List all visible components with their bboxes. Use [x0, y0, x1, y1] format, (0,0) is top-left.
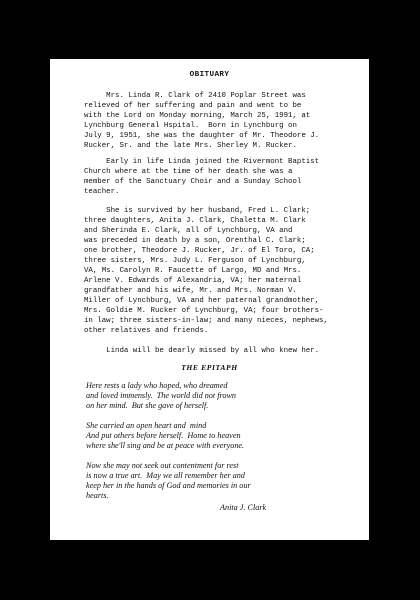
obituary-page: [50, 59, 369, 540]
text-line: and Sherinda E. Clark, all of Lynchburg, VA and: [84, 227, 293, 235]
poem-line: where she'll sing and be at peace with everyone.: [86, 441, 245, 450]
text-line: Early in life Linda joined the Rivermont Baptist: [84, 158, 320, 166]
text-line: with the Lord on Monday morning, March 25, 1991, at: [84, 112, 311, 120]
text-line: in law; three sisters-in-law; and many nieces, nephews,: [84, 317, 328, 325]
epitaph-signature: Anita J. Clark: [220, 503, 267, 512]
poem-line: is now a true art. May we all remember her and: [86, 471, 245, 480]
obituary-title: OBITUARY: [189, 71, 230, 79]
text-line: Lynchburg General Hspital. Born in Lynchburg on: [84, 122, 297, 130]
poem-line: and loved immensly. The world did not frown: [86, 391, 237, 400]
paragraph-survivors: [84, 206, 346, 336]
text-line: Mrs. Linda R. Clark of 2410 Poplar Street was: [84, 92, 306, 100]
epitaph-heading: THE EPITAPH: [181, 363, 238, 372]
poem-line: hearts.: [86, 491, 109, 500]
paragraph-closing: [84, 346, 346, 356]
text-line: three daughters, Anita J. Clark, Chaletta M. Clark: [84, 217, 306, 225]
poem-line: Now she may not seek out contentment for rest: [86, 461, 239, 470]
text-line: relieved of her suffering and pain and went to be: [84, 102, 302, 110]
poem-line: on her mind. But she gave of herself.: [86, 401, 209, 410]
poem-line: keep her in the hands of God and memories in our: [86, 481, 251, 490]
text-line: Linda will be dearly missed by all who knew her.: [84, 347, 320, 355]
text-line: Miller of Lynchburg, VA and her paternal grandmother,: [84, 297, 320, 305]
text-line: VA, Ms. Carolyn R. Faucette of Largo, MD and Mrs.: [84, 267, 302, 275]
text-line: one brother, Theodore J. Rucker, Jr. of El Toro, CA;: [84, 247, 315, 255]
text-line: Church where at the time of her death she was a: [84, 168, 293, 176]
text-line: three sisters, Mrs. Judy L. Ferguson of Lynchburg,: [84, 257, 306, 265]
paragraph-church: [84, 157, 346, 197]
text-line: was preceded in death by a son, Orenthal C. Clark;: [84, 237, 306, 245]
poem-line: And put others before herself. Home to heaven: [86, 431, 241, 440]
epitaph-stanza: [86, 381, 356, 411]
text-line: July 9, 1951, she was the daughter of Mr. Theodore J.: [84, 132, 320, 140]
text-line: Rucker, Sr. and the late Mrs. Sherley M. Rucker.: [84, 142, 297, 150]
epitaph-stanza: [86, 421, 356, 451]
text-line: grandfather and his wife, Mr. and Mrs. Norman V.: [84, 287, 297, 295]
text-line: She is survived by her husband, Fred L. Clark;: [84, 207, 311, 215]
paragraph-announcement: [84, 91, 346, 151]
text-line: Mrs. Goldie M. Rucker of Lynchburg, VA; four brothers-: [84, 307, 324, 315]
poem-line: Here rests a lady who hoped, who dreamed: [86, 381, 228, 390]
poem-line: She carried an open heart and mind: [86, 421, 207, 430]
text-line: Arlene V. Edwards of Alexandria, VA; her maternal: [84, 277, 302, 285]
text-line: other relatives and friends.: [84, 327, 209, 335]
text-line: member of the Sanctuary Choir and a Sunday School: [84, 178, 302, 186]
text-line: teacher.: [84, 188, 120, 196]
epitaph-stanza: [86, 461, 356, 501]
